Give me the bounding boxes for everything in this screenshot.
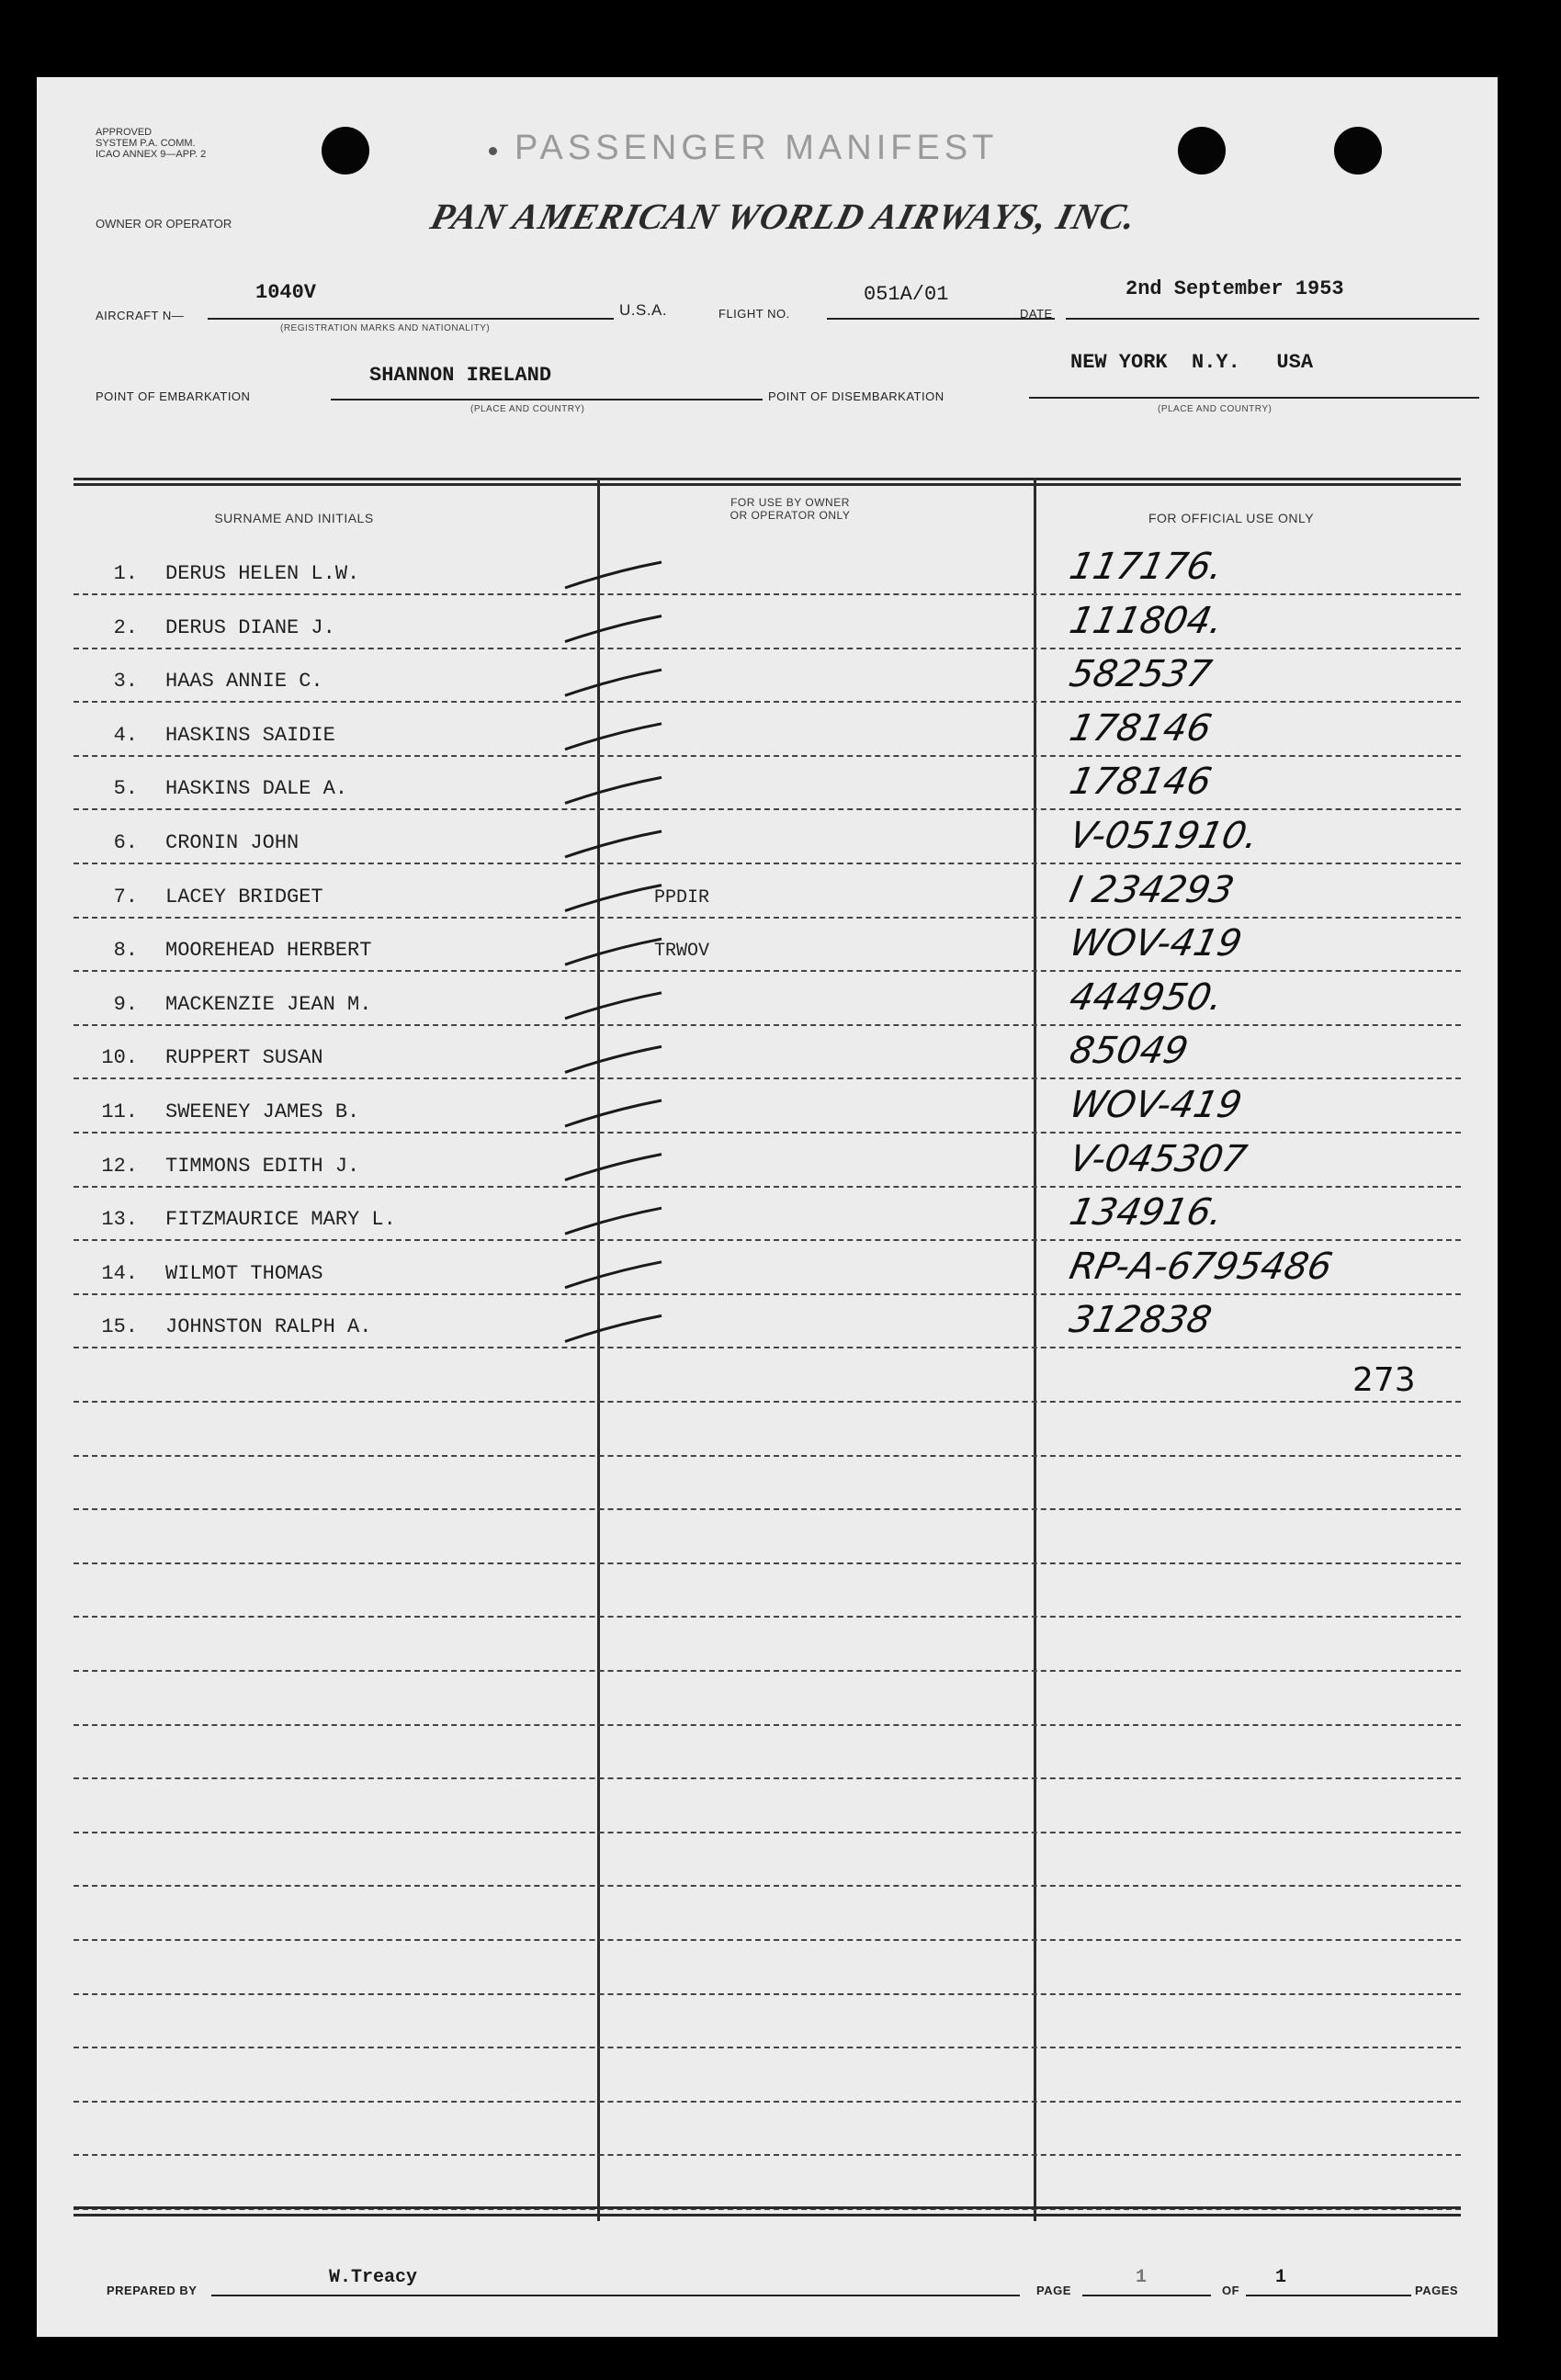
aircraft-caption: (REGISTRATION MARKS AND NATIONALITY) <box>280 323 491 333</box>
official-use-entry: 111804. <box>1066 599 1227 642</box>
table-bottom-rule-2 <box>74 2214 1461 2216</box>
passenger-name: HASKINS DALE A. <box>165 777 348 801</box>
prepared-by-value: W.Treacy <box>329 2267 418 2288</box>
check-mark <box>565 1046 662 1072</box>
check-mark <box>565 939 662 964</box>
of-underline <box>1246 2295 1411 2296</box>
check-mark <box>565 777 662 803</box>
approval-line-3: ICAO ANNEX 9—APP. 2 <box>96 149 207 160</box>
page-underline <box>1082 2295 1211 2296</box>
embarkation-value: SHANNON IRELAND <box>369 364 552 387</box>
approval-line-1: APPROVED <box>96 127 153 138</box>
column-official-use: FOR OFFICIAL USE ONLY <box>1148 511 1315 525</box>
check-mark <box>565 993 662 1019</box>
passenger-name: DERUS DIANE J. <box>165 615 335 639</box>
disembarkation-caption: (PLACE AND COUNTRY) <box>1158 404 1273 414</box>
check-mark <box>565 1155 662 1180</box>
aircraft-label: AIRCRAFT N— <box>96 309 185 322</box>
flight-no-label: FLIGHT NO. <box>718 307 790 321</box>
check-mark <box>565 670 662 695</box>
page-label: PAGE <box>1036 2284 1071 2297</box>
passenger-number: 2. <box>113 615 138 639</box>
passenger-number: 15. <box>101 1315 138 1339</box>
country-label: U.S.A. <box>619 301 668 319</box>
passenger-name: MACKENZIE JEAN M. <box>165 992 372 1016</box>
passenger-name: TIMMONS EDITH J. <box>165 1154 360 1178</box>
date-value: 2nd September 1953 <box>1126 277 1344 300</box>
embarkation-label: POINT OF EMBARKATION <box>96 389 251 403</box>
manifest-title: PASSENGER MANIFEST <box>515 129 999 167</box>
passenger-number: 1. <box>113 562 138 585</box>
check-mark <box>565 562 662 588</box>
passenger-number: 3. <box>113 670 138 694</box>
check-mark <box>565 616 662 642</box>
passenger-number: 6. <box>113 831 138 854</box>
check-mark <box>565 1262 662 1288</box>
aircraft-value: 1040V <box>255 281 317 304</box>
passenger-name: FITZMAURICE MARY L. <box>165 1208 396 1232</box>
airline-name: PAN AMERICAN WORLD AIRWAYS, INC. <box>426 196 1141 237</box>
official-use-entry: 312838 <box>1066 1299 1216 1342</box>
prepared-by-underline <box>211 2295 1020 2296</box>
passenger-number: 4. <box>113 723 138 747</box>
passenger-name: HASKINS SAIDIE <box>165 723 335 747</box>
official-use-entry: 178146 <box>1066 761 1216 804</box>
passenger-name: JOHNSTON RALPH A. <box>165 1315 372 1339</box>
passenger-number: 9. <box>113 992 138 1016</box>
check-mark <box>565 831 662 857</box>
passenger-number: 13. <box>101 1208 138 1232</box>
passenger-name: RUPPERT SUSAN <box>165 1046 323 1070</box>
pages-label: PAGES <box>1415 2284 1459 2297</box>
passenger-name: LACEY BRIDGET <box>165 885 323 908</box>
passenger-number: 11. <box>101 1100 138 1123</box>
official-use-entry: V-045307 <box>1066 1137 1250 1180</box>
page-stamp-number: 273 <box>1352 1361 1416 1399</box>
official-use-entry: WOV-419 <box>1066 922 1246 965</box>
official-use-entry: WOV-419 <box>1066 1084 1246 1126</box>
operator-note: TRWOV <box>654 941 710 963</box>
official-use-entry: 444950. <box>1066 976 1227 1019</box>
passenger-name: CRONIN JOHN <box>165 831 300 854</box>
date-label: DATE <box>1020 307 1053 321</box>
official-use-entry: 117176. <box>1066 546 1227 588</box>
flight-no-value: 051A/01 <box>864 283 949 306</box>
passenger-number: 14. <box>101 1261 138 1285</box>
page-value: 1 <box>1136 2267 1148 2288</box>
operator-note: PPDIR <box>654 886 710 908</box>
official-use-entry: 582537 <box>1066 653 1216 696</box>
check-mark <box>565 1315 662 1341</box>
check-marks <box>37 77 1498 2337</box>
check-mark <box>565 1100 662 1126</box>
passenger-number: 12. <box>101 1154 138 1178</box>
table-bottom-rule <box>74 2206 1461 2209</box>
check-mark <box>565 1208 662 1234</box>
passenger-name: SWEENEY JAMES B. <box>165 1100 360 1123</box>
official-use-entry: 134916. <box>1066 1191 1227 1235</box>
passenger-number: 8. <box>113 939 138 963</box>
passenger-name: HAAS ANNIE C. <box>165 670 323 694</box>
column-owner-use-1: FOR USE BY OWNER <box>730 496 850 509</box>
prepared-by-label: PREPARED BY <box>107 2284 198 2297</box>
check-mark <box>565 885 662 911</box>
official-use-entry: V-051910. <box>1066 815 1262 857</box>
passenger-number: 10. <box>101 1046 138 1070</box>
check-mark <box>565 724 662 750</box>
passenger-name: MOOREHEAD HERBERT <box>165 939 372 963</box>
official-use-entry: 178146 <box>1066 706 1216 750</box>
manifest-sheet <box>37 77 1498 2337</box>
official-use-entry: 85049 <box>1066 1030 1193 1073</box>
embarkation-caption: (PLACE AND COUNTRY) <box>470 404 585 414</box>
passenger-name: WILMOT THOMAS <box>165 1261 323 1285</box>
column-surname: SURNAME AND INITIALS <box>214 511 374 525</box>
official-use-entry: RP-A-6795486 <box>1066 1245 1336 1288</box>
owner-operator-label: OWNER OR OPERATOR <box>96 217 232 231</box>
of-value: 1 <box>1275 2267 1287 2288</box>
passenger-number: 7. <box>113 885 138 908</box>
disembarkation-value: NEW YORK N.Y. USA <box>1070 351 1314 374</box>
disembarkation-label: POINT OF DISEMBARKATION <box>768 389 945 403</box>
column-owner-use-2: OR OPERATOR ONLY <box>730 509 851 522</box>
of-label: OF <box>1222 2284 1240 2297</box>
official-use-entry: I 234293 <box>1066 868 1239 911</box>
passenger-number: 5. <box>113 777 138 801</box>
approval-line-2: SYSTEM P.A. COMM. <box>96 138 196 149</box>
passenger-name: DERUS HELEN L.W. <box>165 562 360 585</box>
